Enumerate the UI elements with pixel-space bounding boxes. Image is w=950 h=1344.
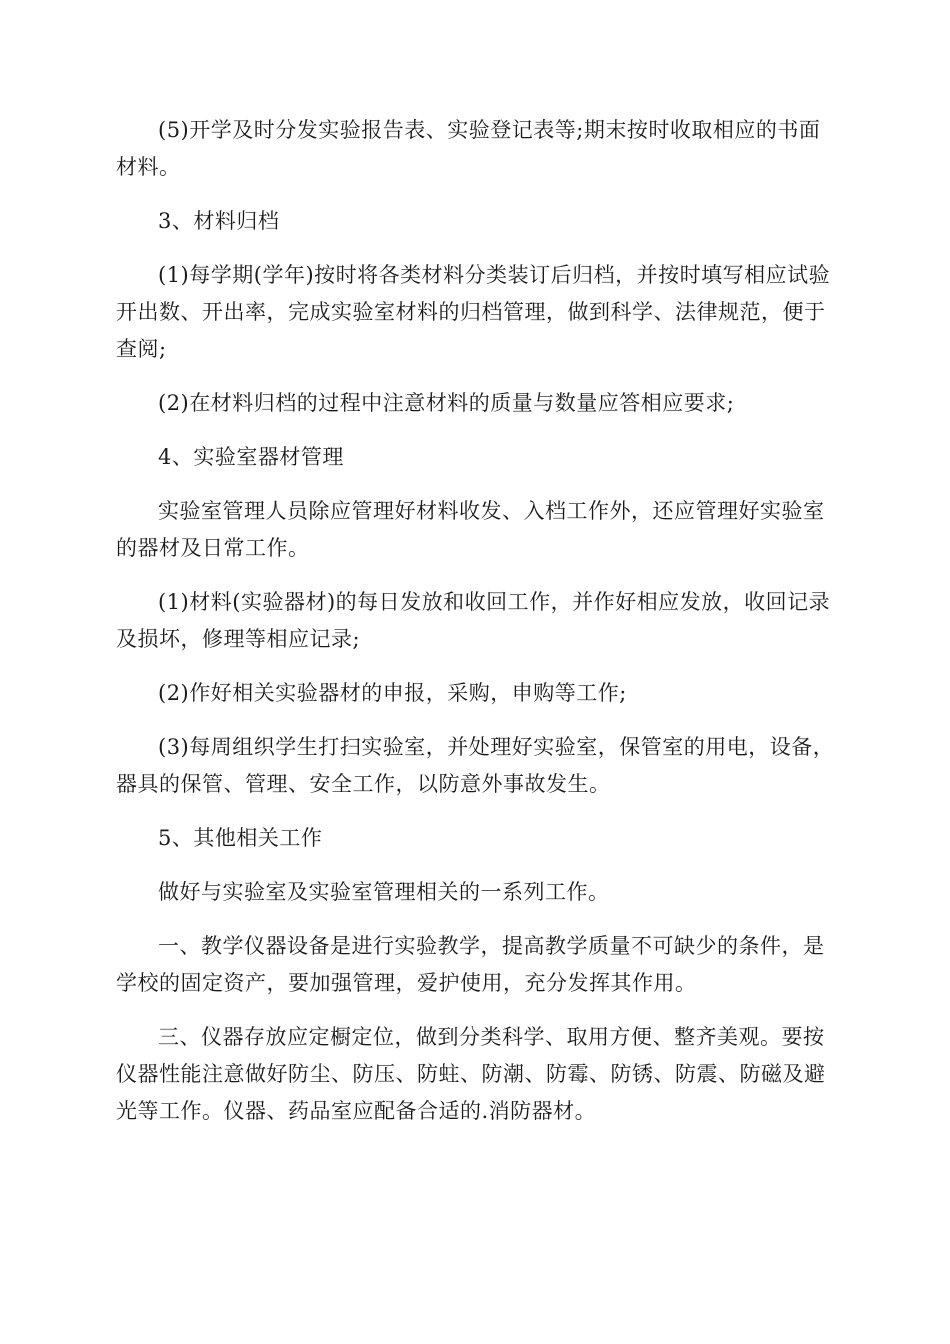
paragraph-2-archive-quality: (2)在材料归档的过程中注意材料的质量与数量应答相应要求; (158, 391, 735, 415)
paragraph-other-work-detail: 做好与实验室及实验室管理相关的一系列工作。 (158, 880, 610, 904)
paragraph-equipment-intro: 实验室管理人员除应管理好材料收发、入档工作外，还应管理好实验室的器材及日常工作。 (116, 499, 825, 560)
paragraph-2-procurement: (2)作好相关实验器材的申报，采购，申购等工作; (158, 681, 627, 705)
paragraph-section-three: 三、仪器存放应定橱定位，做到分类科学、取用方便、整齐美观。要按仪器性能注意做好防尘、防压、防蛀、防潮、防霉、防锈、防震、防磁及避光等工作。仪器、药品室应配备合适的.消防器材。 (116, 1025, 826, 1123)
heading-5-other-work: 5、其他相关工作 (158, 826, 323, 850)
paragraph-1-archive-each-term: (1)每学期(学年)按时将各类材料分类装订后归档，并按时填写相应试验开出数、开出率，完成实验室材料的归档管理，做到科学、法律规范，便于查阅; (116, 263, 831, 361)
heading-4-equipment-management: 4、实验室器材管理 (158, 445, 344, 469)
paragraph-section-one: 一、教学仪器设备是进行实验教学，提高教学质量不可缺少的条件，是学校的固定资产，要加强管理，爱护使用，充分发挥其作用。 (116, 934, 825, 995)
paragraph-5-distribute-forms: (5)开学及时分发实验报告表、实验登记表等;期末按时收取相应的书面材料。 (116, 118, 821, 179)
paragraph-3-weekly-cleaning: (3)每周组织学生打扫实验室，并处理好实验室，保管室的用电，设备，器具的保管、管理、安全工作，以防意外事故发生。 (116, 735, 835, 796)
paragraph-1-daily-distribution: (1)材料(实验器材)的每日发放和收回工作，并作好相应发放，收回记录及损坏，修理等相应记录; (116, 590, 831, 651)
document-body (116, 112, 836, 1147)
heading-3-archiving: 3、材料归档 (158, 209, 280, 233)
